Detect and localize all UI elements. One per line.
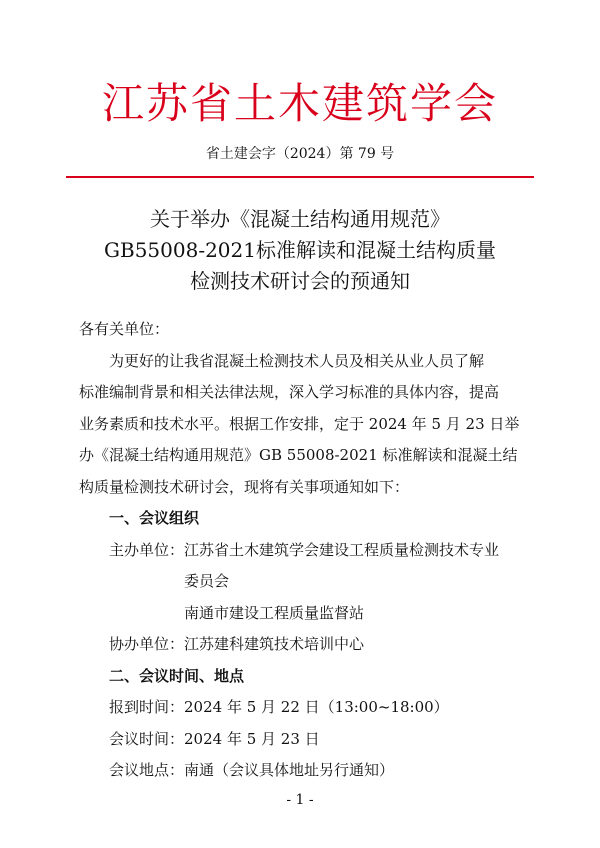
- salutation: 各有关单位：: [79, 320, 170, 338]
- co-host-unit: 协办单位：江苏建科建筑技术培训中心: [109, 635, 365, 653]
- host-unit-line-3: 南通市建设工程质量监督站: [184, 603, 365, 622]
- intro-line-2: 标准编制背景和相关法律法规，深入学习标准的具体内容，提高: [79, 383, 500, 401]
- meeting-location: 会议地点：南通（会议具体地址另行通知）: [109, 761, 395, 779]
- red-divider-line: [66, 176, 534, 178]
- registration-time: 报到时间：2024 年 5 月 22 日（13:00~18:00）: [109, 698, 449, 716]
- document-title-line-2: GB55008-2021标准解读和混凝土结构质量: [104, 238, 496, 262]
- meeting-time: 会议时间：2024 年 5 月 23 日: [109, 729, 320, 748]
- document-title: [0, 204, 600, 297]
- intro-line-3: 业务素质和技术水平。根据工作安排，定于 2024 年 5 月 23 日举: [79, 414, 520, 433]
- section-2-heading: 二、会议时间、地点: [109, 666, 245, 685]
- intro-line-5: 构质量检测技术研讨会，现将有关事项通知如下：: [79, 477, 410, 496]
- document-number: 省土建会字（2024）第 79 号: [205, 146, 395, 162]
- section-1-heading: 一、会议组织: [109, 509, 200, 527]
- org-name-heading: 江苏省土木建筑学会: [101, 79, 498, 128]
- document-body: [79, 314, 529, 787]
- intro-line-1: 为更好的让我省混凝土检测技术人员及相关从业人员了解: [109, 351, 485, 370]
- document-title-line-1: 关于举办《混凝土结构通用规范》: [150, 207, 450, 231]
- page-number: - 1 -: [286, 792, 314, 808]
- host-unit-line-2: 委员会: [184, 572, 230, 590]
- document-title-line-3: 检测技术研讨会的预通知: [190, 269, 410, 293]
- host-unit-line-1: 主办单位：江苏省土木建筑学会建设工程质量检测技术专业: [109, 540, 500, 559]
- intro-line-4: 办《混凝土结构通用规范》GB 55008-2021 标准解读和混凝土结: [79, 446, 518, 464]
